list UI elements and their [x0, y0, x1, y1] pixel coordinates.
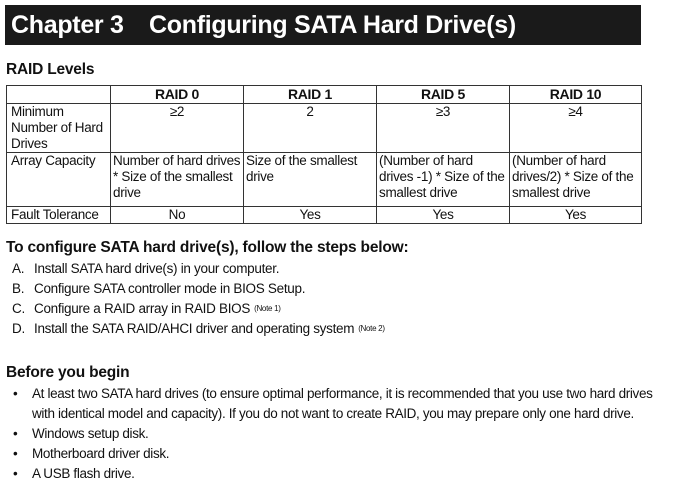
chapter-title: Configuring SATA Hard Drive(s) — [149, 10, 516, 39]
list-item — [10, 464, 670, 484]
list-item — [12, 279, 385, 299]
chapter-number: Chapter 3 — [11, 10, 124, 39]
list-item — [10, 444, 670, 464]
step-letter: B. — [12, 281, 25, 296]
step-text: Install SATA hard drive(s) in your computer. — [34, 261, 280, 276]
table-cell: Yes — [244, 207, 377, 224]
raid-levels-table — [6, 85, 642, 224]
note-ref: (Note 1) — [254, 304, 281, 313]
row-label: Array Capacity — [7, 153, 111, 207]
step-text: Install the SATA RAID/AHCI driver and operating system — [34, 321, 355, 336]
table-cell: (Number of hard drives/2) * Size of the smallest drive — [510, 153, 642, 207]
table-header-cell: RAID 1 — [244, 86, 377, 104]
note-ref: (Note 2) — [358, 324, 385, 333]
step-letter: D. — [12, 321, 25, 336]
table-header-cell: RAID 10 — [510, 86, 642, 104]
table-cell: Yes — [510, 207, 642, 224]
list-item — [12, 299, 385, 319]
before-heading: Before you begin — [6, 364, 130, 381]
table-row — [7, 153, 642, 207]
table-header-cell — [7, 86, 111, 104]
raid-levels-heading: RAID Levels — [6, 61, 95, 78]
table-cell: (Number of hard drives -1) * Size of the smallest drive — [377, 153, 510, 207]
table-header-cell: RAID 5 — [377, 86, 510, 104]
list-item — [10, 424, 670, 444]
table-cell: ≥3 — [377, 104, 510, 153]
list-item — [12, 259, 385, 279]
chapter-header — [5, 5, 641, 45]
step-text: Configure a RAID array in RAID BIOS — [34, 301, 251, 316]
bullet-text: Motherboard driver disk. — [32, 446, 170, 461]
list-item — [12, 319, 385, 339]
bullet-icon: • — [13, 446, 18, 461]
table-cell: No — [111, 207, 244, 224]
step-letter: C. — [12, 301, 25, 316]
configure-steps-list — [12, 259, 385, 339]
table-cell: ≥2 — [111, 104, 244, 153]
table-cell: Size of the smallest drive — [244, 153, 377, 207]
table-cell: Yes — [377, 207, 510, 224]
step-text: Configure SATA controller mode in BIOS Setup. — [34, 281, 306, 296]
row-label: Minimum Number of Hard Drives — [7, 104, 111, 153]
bullet-text: At least two SATA hard drives (to ensure optimal performance, it is recommended that you use two hard drives with identical model and capacity). If you do not want to create RAID, you may prepare only one hard drive. — [32, 386, 653, 421]
list-item — [10, 384, 670, 424]
row-label: Fault Tolerance — [7, 207, 111, 224]
before-list — [10, 384, 670, 484]
bullet-text: A USB flash drive. — [32, 466, 135, 481]
configure-heading: To configure SATA hard drive(s), follow the steps below: — [6, 239, 409, 256]
step-letter: A. — [12, 261, 25, 276]
table-cell: ≥4 — [510, 104, 642, 153]
table-row — [7, 207, 642, 224]
table-cell: 2 — [244, 104, 377, 153]
table-header-cell: RAID 0 — [111, 86, 244, 104]
table-row — [7, 104, 642, 153]
bullet-icon: • — [13, 426, 18, 441]
table-header-row — [7, 86, 642, 104]
table-cell: Number of hard drives * Size of the smallest drive — [111, 153, 244, 207]
bullet-icon: • — [13, 466, 18, 481]
bullet-icon: • — [13, 386, 18, 401]
bullet-text: Windows setup disk. — [32, 426, 149, 441]
